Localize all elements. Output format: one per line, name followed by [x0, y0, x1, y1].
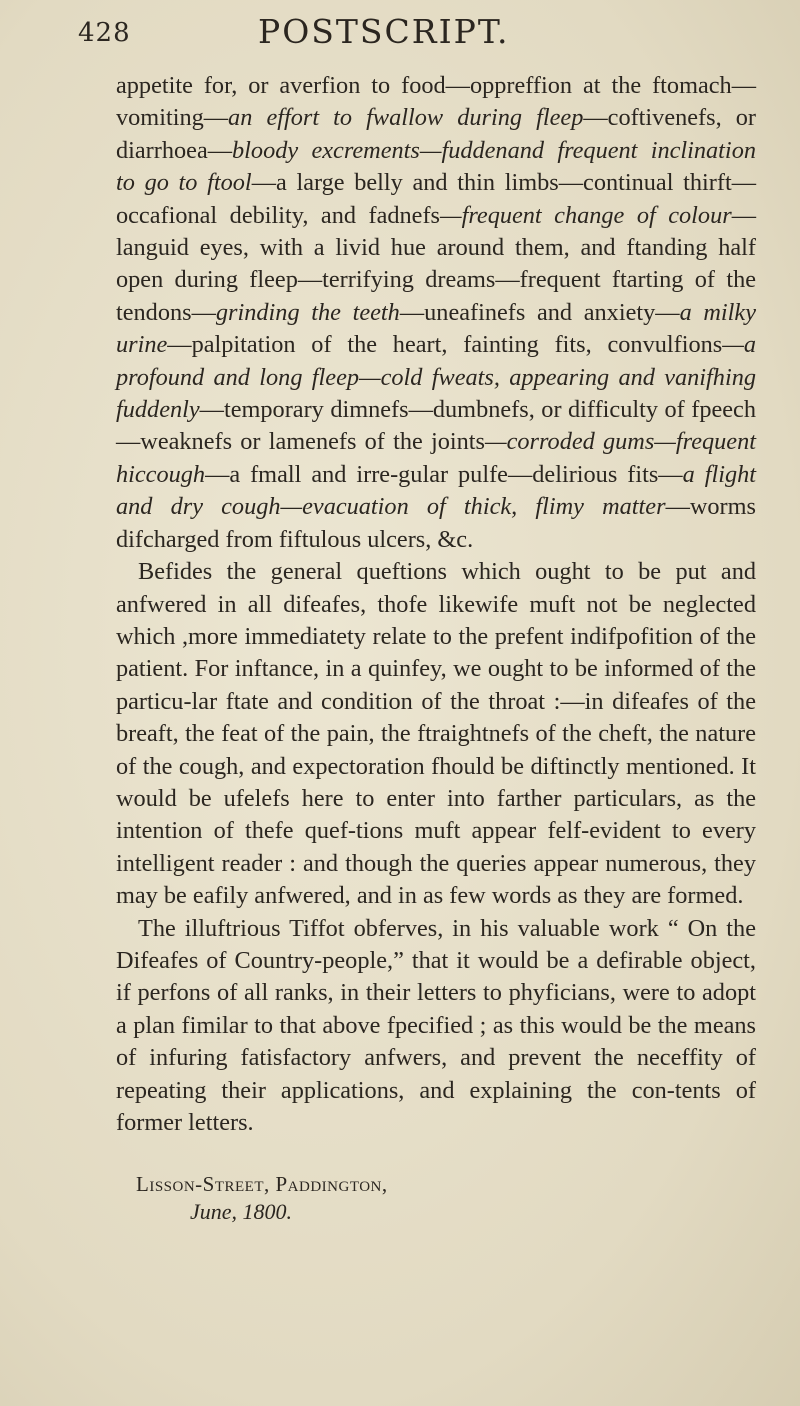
italic-run: —frequent change of colour: [440, 201, 732, 229]
body-text: [116, 70, 756, 1139]
text-run: —palpitation of the heart, fainting fits, convulfions: [167, 331, 723, 359]
text-run: —temporary dimnefs—dumbnefs, or difficulty of fpeech—weaknefs or lamenefs of the joints: [116, 396, 756, 456]
page-number: 428: [78, 18, 131, 48]
running-head: POSTSCRIPT.: [258, 12, 510, 51]
italic-run: an effort to fwallow during fleep: [228, 104, 584, 132]
signature-place: Lisson-Street, Paddington,: [136, 1172, 388, 1196]
paragraph-symptoms: [116, 70, 756, 556]
italic-run: —corroded gums—frequent hiccough: [116, 428, 756, 488]
signature-date: June, 1800.: [190, 1199, 293, 1224]
text-run: —a large belly and thin limbs—continual thirft—occafional debility, and fadnefs: [116, 169, 757, 229]
text-run: —languid eyes, with a livid hue around them, and ftanding half open during fleep—terrifying dreams—frequent ftarting of the tendons—: [116, 201, 756, 326]
text-run: —uneafinefs and anxiety—: [399, 298, 680, 326]
italic-run: a milky urine: [116, 298, 756, 359]
italic-run: a flight and dry cough—evacuation of thick, flimy matter: [116, 460, 756, 521]
text-run: —coftivenefs, or diarrhoea—: [116, 104, 757, 164]
text-run: appetite for, or averfion to food—oppreffion at the ftomach—vomiting—: [116, 72, 756, 132]
italic-run: bloody excrements—fuddenand frequent inclination to go to ftool: [116, 136, 756, 197]
paragraph-tissot: The illuftrious Tiffot obferves, in his valuable work “ On the Difeafes of Country-people,” that it would be a defirable object, if perfons of all ranks, in their letters to phyficians, were to adopt a plan fimilar to that above fpecified ; as this would be the means of infuring fatisfactory anfwers, and prevent the neceffity of repeating their applications, and explaining the con-tents of former letters.: [116, 914, 756, 1136]
italic-run: —a profound and long fleep—cold fweats, appearing and vanifhing fuddenly: [116, 331, 756, 424]
text-run: —worms difcharged from fiftulous ulcers, &c.: [116, 493, 756, 553]
paragraph-questions: Befides the general queftions which ought to be put and anfwered in all difeafes, thofe likewife muft not be neglected which ,more immediatety relate to the prefent indifpofition of the patient. For inftance, in a quinfey, we ought to be informed of the particu-lar ftate and condition of the throat :—in difeafes of the breaft, the feat of the pain, the ftraightnefs of the cheft, the nature of the cough, and expectoration fhould be diftinctly mentioned. It would be ufelefs here to enter into farther particulars, as the intention of thefe quef-tions muft appear felf-evident to every intelligent reader : and though the queries appear numerous, they may be eafily anfwered, and in as few words as they are formed.: [116, 558, 756, 910]
page-header: [78, 10, 760, 54]
signature-block: [136, 1172, 388, 1225]
text-run: —a fmall and irre-gular pulfe—delirious fits—: [205, 460, 683, 488]
italic-run: grinding the teeth: [215, 298, 400, 326]
